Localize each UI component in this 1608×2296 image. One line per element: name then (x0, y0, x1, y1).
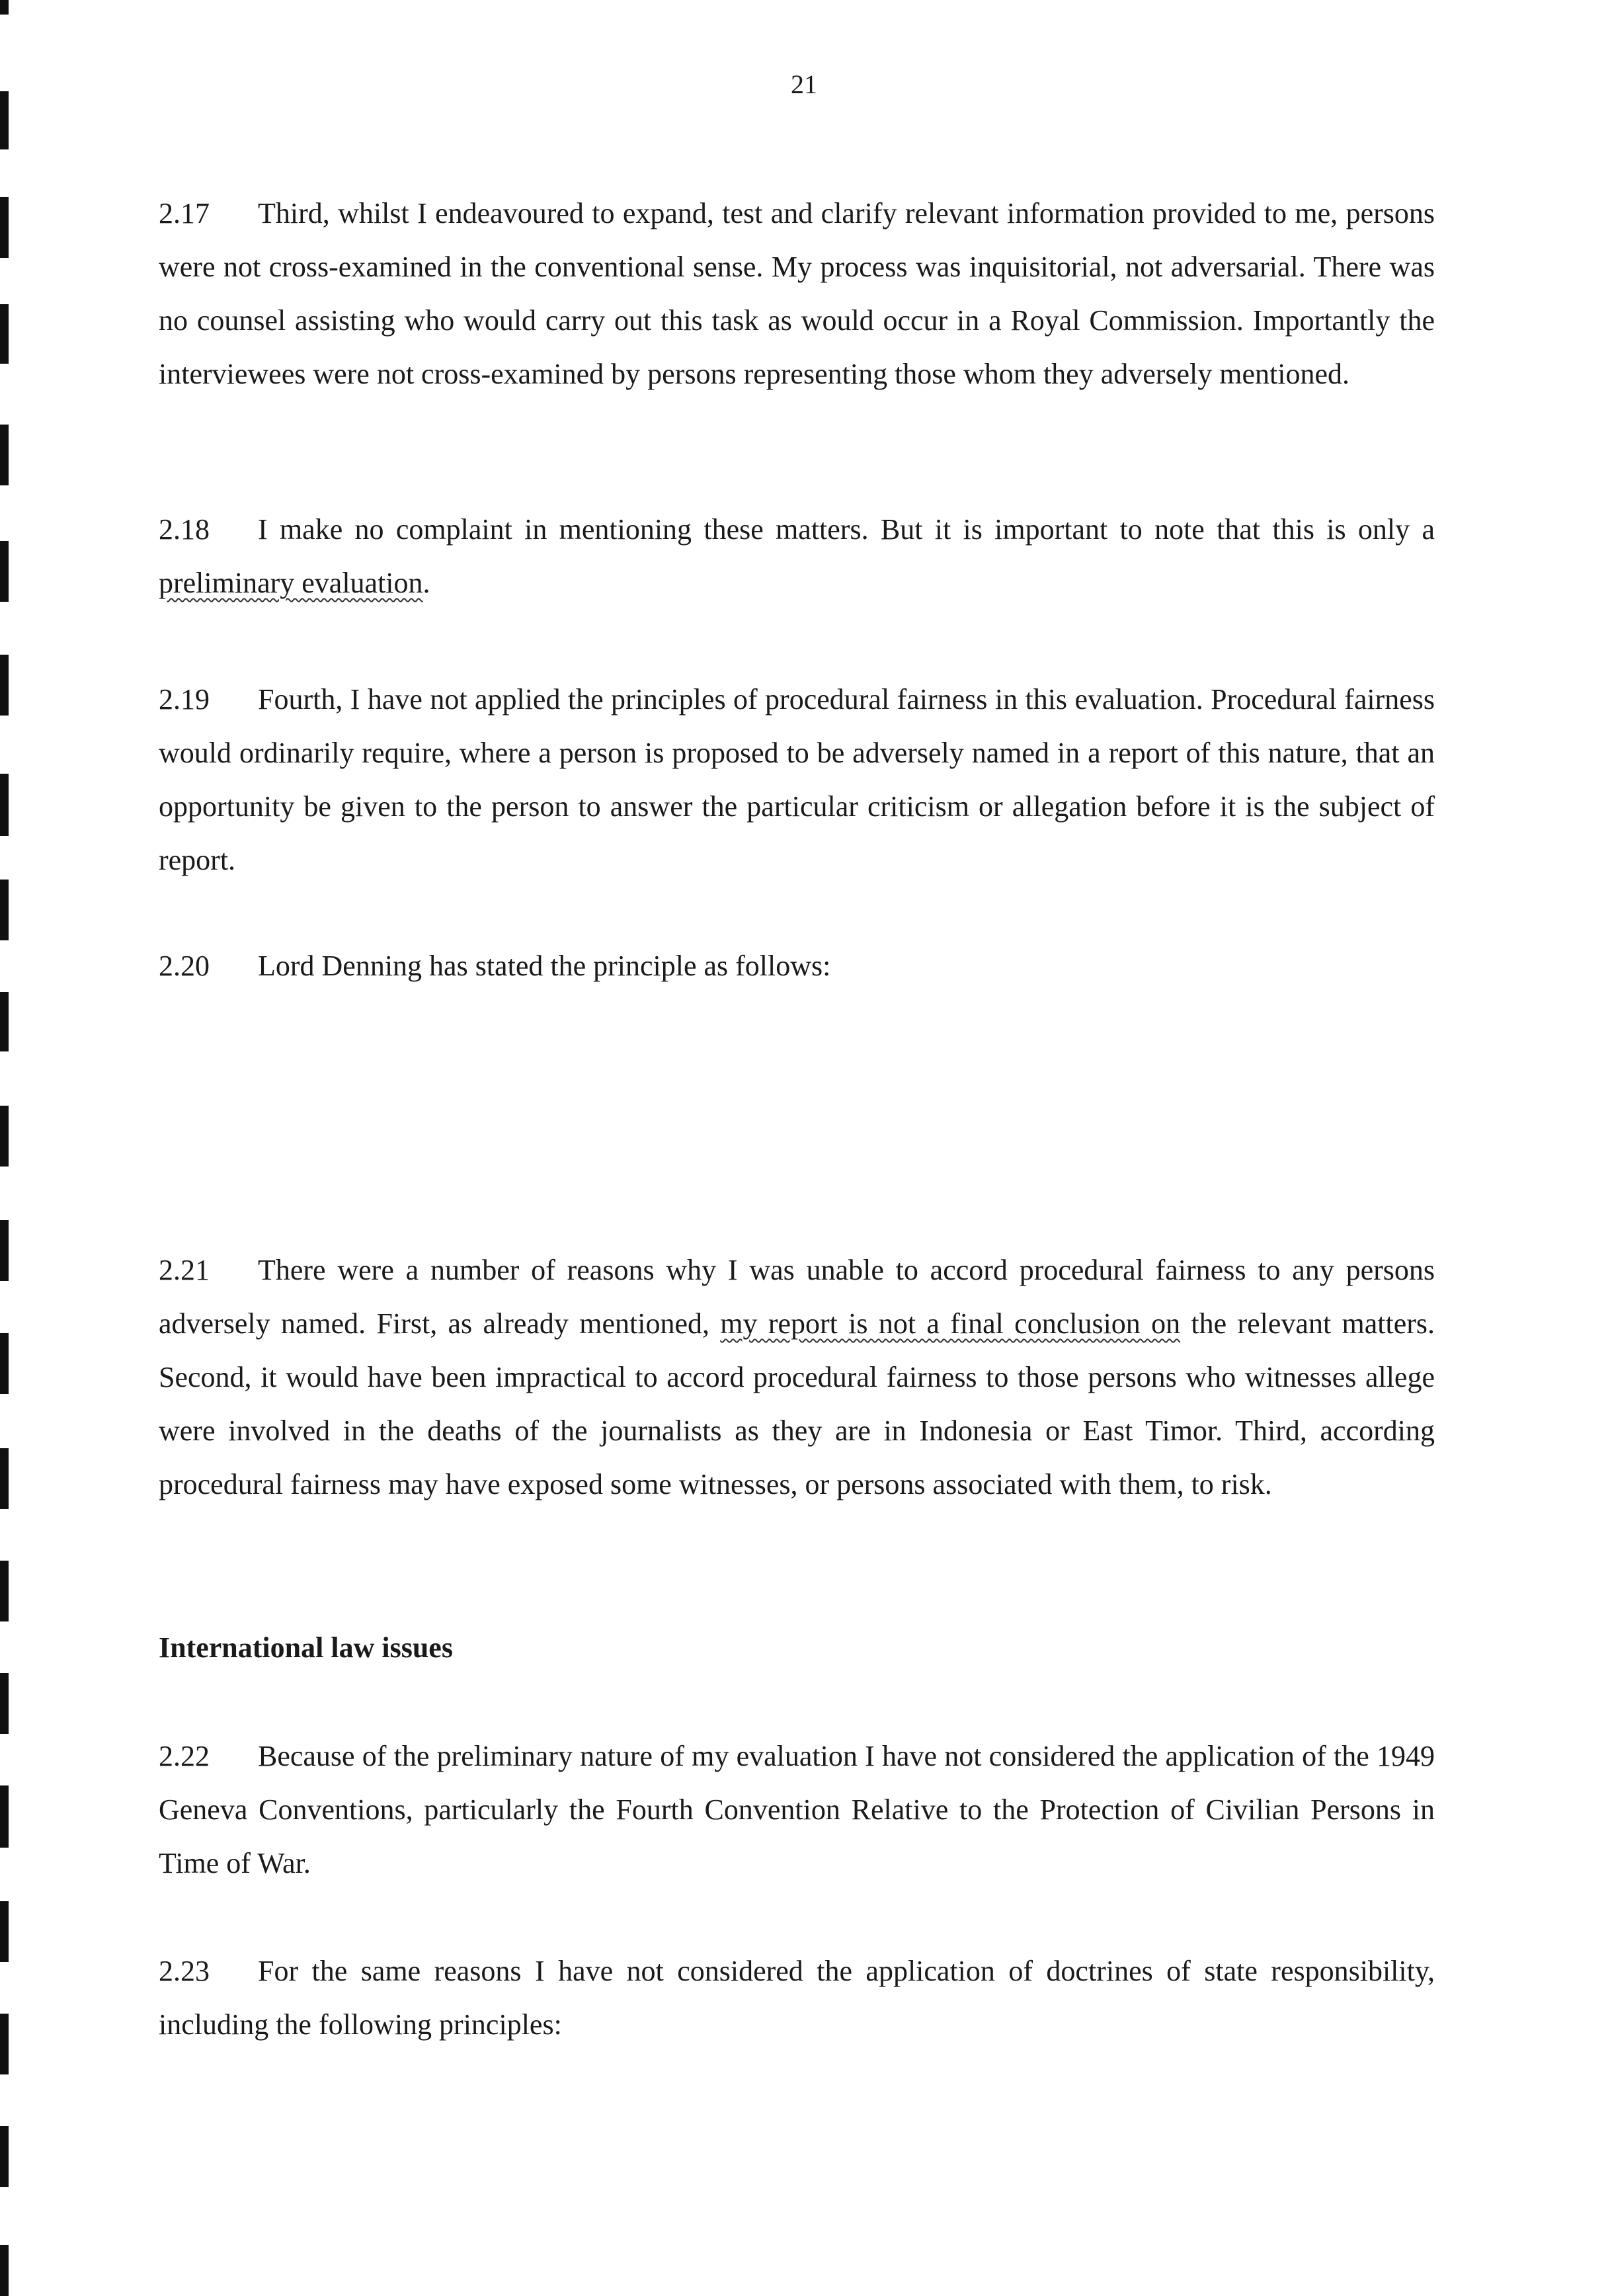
handwritten-underline: my report is not a final conclusion on (720, 1307, 1181, 1340)
paragraph-2-18 (159, 503, 1435, 610)
scan-edge-mark (0, 0, 9, 15)
paragraph-text-end: . (422, 567, 430, 599)
paragraph-2-19 (159, 673, 1435, 887)
scan-edge-mark (0, 541, 9, 602)
paragraph-text: Third, whilst I endeavoured to expand, test and clarify relevant information provided to me, persons were not cross-examined in the conventional sense. My process was inquisitorial, not adversarial. There was no counsel assisting who would carry out this task as would occur in a Royal Commission. Importantly the interviewees were not cross-examined by persons representing those whom they adversely mentioned. (159, 197, 1435, 390)
paragraph-2-20 (159, 939, 1435, 993)
paragraph-number: 2.22 (159, 1740, 210, 1772)
paragraph-2-23 (159, 1944, 1435, 2051)
scan-edge-mark (0, 304, 9, 364)
scan-edge-mark (0, 2126, 9, 2187)
paragraph-2-17 (159, 186, 1435, 401)
paragraph-number: 2.23 (159, 1955, 210, 1987)
paragraph-number: 2.19 (159, 683, 210, 716)
paragraph-number: 2.17 (159, 197, 210, 229)
scan-edge-mark (0, 992, 9, 1051)
handwritten-underline: preliminary evaluation (159, 567, 423, 599)
paragraph-text: Fourth, I have not applied the principles of procedural fairness in this evaluation. Procedural fairness would ordinarily require, where a person is proposed to be adversely named in a report of this nature, that an opportunity be given to the person to answer the particular criticism or allegation before it is the subject of report. (159, 683, 1435, 876)
scan-edge-mark (0, 1106, 9, 1167)
paragraph-text: For the same reasons I have not considered the application of doctrines of state responsibility, including the following principles: (159, 1955, 1435, 2041)
scan-edge-mark (0, 1785, 9, 1848)
scan-edge-mark (0, 1901, 9, 1962)
scan-edge-mark (0, 774, 9, 836)
paragraph-text: I make no complaint in mentioning these matters. But it is important to note that this is only a (258, 513, 1435, 546)
scan-edge-mark (0, 1333, 9, 1394)
scan-edge-mark (0, 2014, 9, 2074)
paragraph-number: 2.20 (159, 950, 210, 982)
scan-edge-mark (0, 1220, 9, 1281)
scan-edge-mark (0, 197, 9, 258)
paragraph-number: 2.21 (159, 1254, 210, 1286)
scan-edge-mark (0, 655, 9, 716)
scan-edge-mark (0, 2245, 9, 2296)
paragraph-text: Because of the preliminary nature of my evaluation I have not considered the application of the 1949 Geneva Conventions, particularly the Fourth Convention Relative to the Protection of Civilian Persons in Time of War. (159, 1740, 1435, 1879)
paragraph-2-22 (159, 1729, 1435, 1890)
scan-edge-mark (0, 1448, 9, 1509)
paragraph-text: There were a number of reasons why I was unable to accord procedural fairness to any persons adversely named. First, as already mentioned, (159, 1254, 1435, 1340)
paragraph-text-end: the relevant matters. Second, it would have been impractical to accord procedural fairness to those persons who witnesses allege were involved in the deaths of the journalists as they are in Indonesia or East Timor. Third, according procedural fairness may have exposed some witnesses, or persons associated with them, to risk. (159, 1307, 1435, 1500)
paragraph-number: 2.18 (159, 513, 210, 546)
paragraph-2-21 (159, 1243, 1435, 1511)
scan-edge-mark (0, 425, 9, 485)
section-heading: International law issues (159, 1631, 453, 1664)
page-number: 21 (791, 69, 817, 99)
scan-edge-mark (0, 880, 9, 940)
paragraph-text: Lord Denning has stated the principle as follows: (258, 950, 831, 982)
scan-edge-mark (0, 1673, 9, 1734)
scan-edge-mark (0, 1561, 9, 1621)
